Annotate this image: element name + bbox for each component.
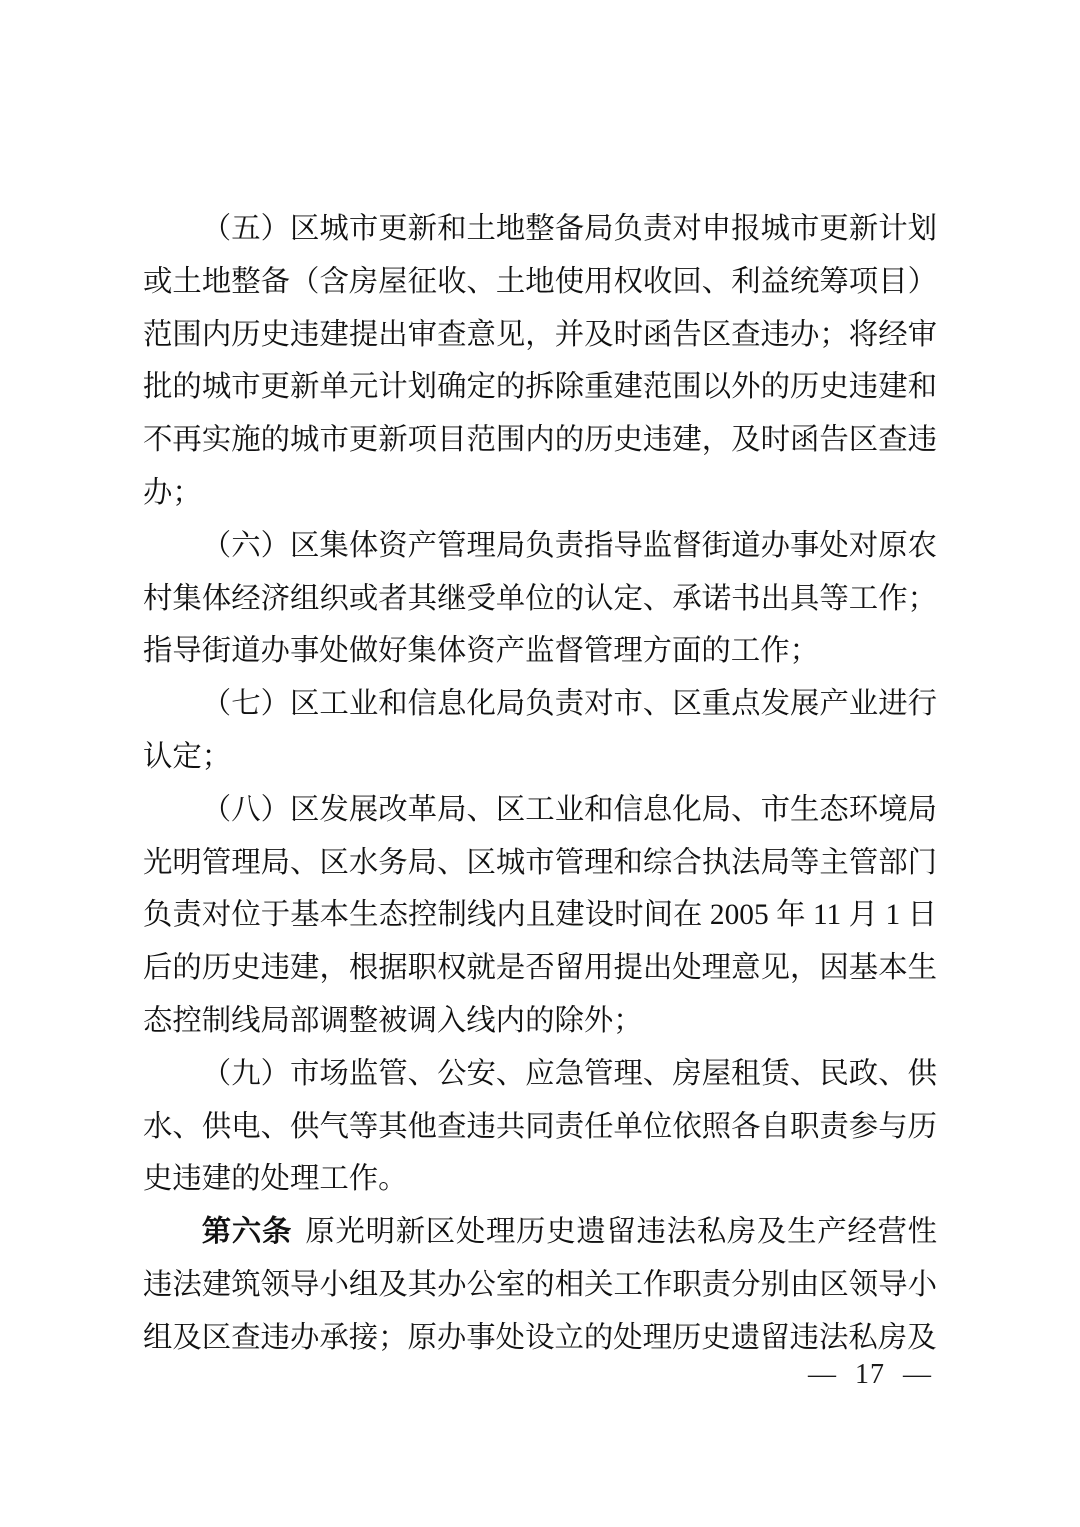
paragraph-text: （五）区城市更新和土地整备局负责对申报城市更新计划或土地整备（含房屋征收、土地使用权收回、利益统筹项目）范围内历史违建提出审查意见，并及时函告区查违办；将经审批的城市更新单元计划确定的拆除重建范围以外的历史违建和不再实施的城市更新项目范围内的历史违建，及时函告区查违办； <box>143 213 937 509</box>
paragraph-text: （七）区工业和信息化局负责对市、区重点发展产业进行认定； <box>143 688 937 773</box>
paragraph <box>143 784 937 1048</box>
paragraph <box>143 1048 937 1206</box>
page-number: 17 <box>855 1359 885 1390</box>
article-number: 第六条 <box>201 1216 293 1249</box>
paragraph <box>143 203 937 520</box>
paragraph-text: 原光明新区处理历史遗留违法私房及生产经营性违法建筑领导小组及其办公室的相关工作职责分别由区领导小组及区查违办承接；原办事处设立的处理历史遗留违法私房及 <box>143 1216 938 1354</box>
paragraph <box>143 520 937 678</box>
paragraph-text: （九）市场监管、公安、应急管理、房屋租赁、民政、供水、供电、供气等其他查违共同责任单位依照各自职责参与历史违建的处理工作。 <box>143 1057 937 1196</box>
page-footer <box>808 1358 932 1392</box>
document-body <box>143 203 937 1365</box>
paragraph <box>143 1206 937 1364</box>
paragraph-text: （八）区发展改革局、区工业和信息化局、市生态环境局光明管理局、区水务局、区城市管理和综合执法局等主管部门负责对位于基本生态控制线内且建设时间在 2005 年 11 月 1 日后的历史违建，根据职权就是否留用提出处理意见，因基本生态控制线局部调整被调入线内的除外； <box>143 793 937 1037</box>
paragraph-text: （六）区集体资产管理局负责指导监督街道办事处对原农村集体经济组织或者其继受单位的认定、承诺书出具等工作；指导街道办事处做好集体资产监督管理方面的工作； <box>143 529 937 668</box>
footer-right-dash: — <box>903 1359 932 1390</box>
footer-left-dash: — <box>808 1359 837 1390</box>
paragraph <box>143 678 937 784</box>
